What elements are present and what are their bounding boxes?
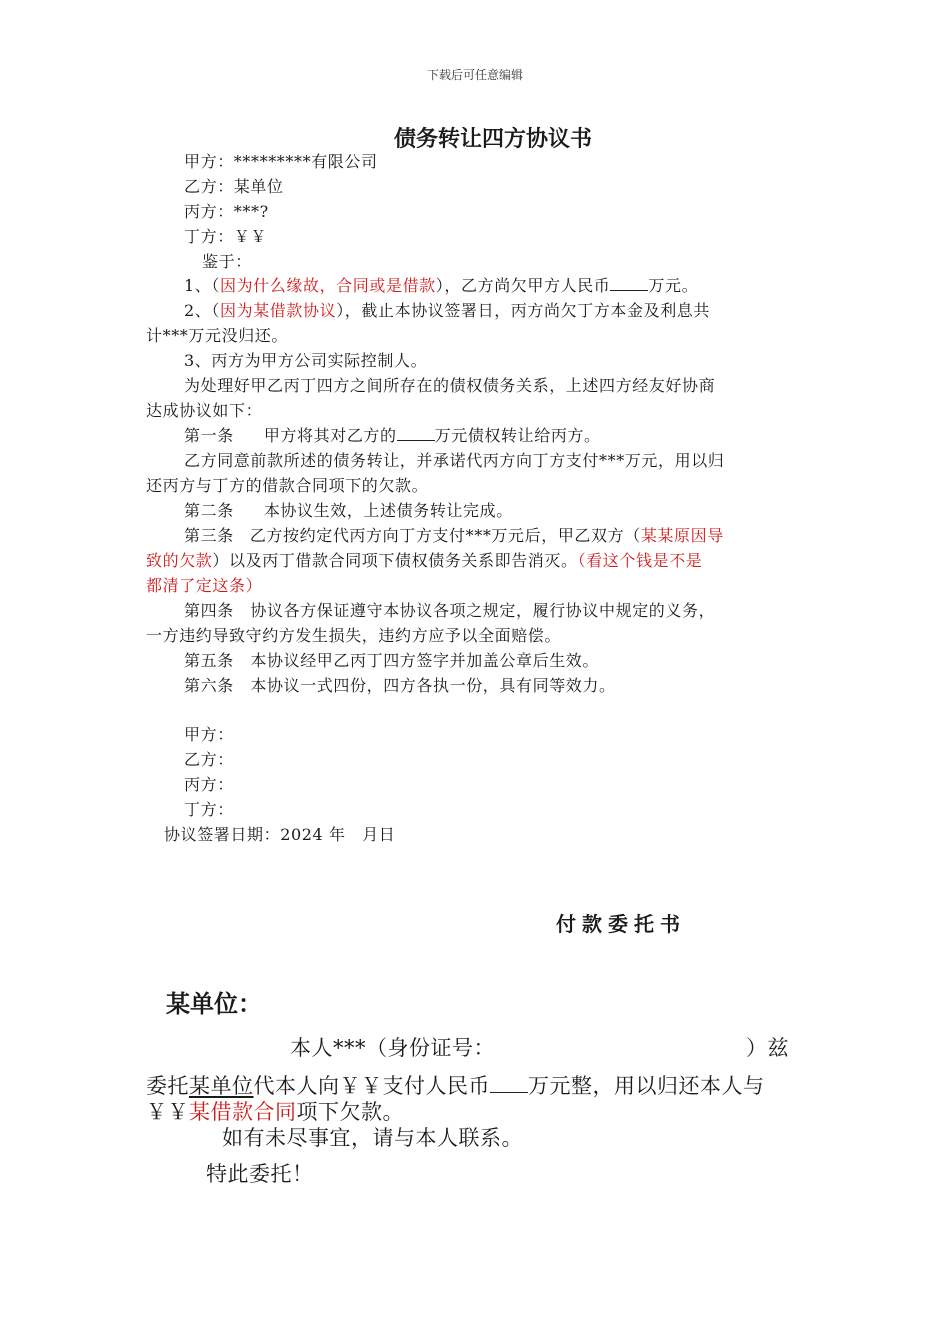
sign-yi: 乙方： <box>184 750 234 769</box>
intro-line2: 达成协议如下： <box>146 401 263 420</box>
party-yi: 乙方：某单位 <box>184 177 284 196</box>
article-2: 第二条 本协议生效，上述债务转让完成。 <box>184 501 513 520</box>
article-3-line3: 都清了定这条） <box>146 576 263 595</box>
letter-line3: ￥￥某借款合同项下欠款。 <box>146 1100 404 1124</box>
sign-date: 协议签署日期：2024 年 月日 <box>164 825 396 844</box>
recital-2-line2: 计***万元没归还。 <box>146 326 289 345</box>
letter-salutation: 某单位： <box>166 989 262 1018</box>
article-4-line2: 一方违约导致守约方发生损失，违约方应予以全面赔偿。 <box>146 626 562 645</box>
blank-amount <box>610 274 648 291</box>
article-3-line1: 第三条 乙方按约定代丙方向丁方支付***万元后，甲乙双方（某某原因导 <box>184 526 724 545</box>
recital-2-line1: 2、（因为某借款协议），截止本协议签署日，丙方尚欠丁方本金及利息共 <box>184 301 710 320</box>
letter-line4: 如有未尽事宜，请与本人联系。 <box>222 1126 523 1150</box>
page-header: 下载后可任意编辑 <box>426 68 523 82</box>
sign-ding: 丁方： <box>184 800 234 819</box>
blank-amount <box>397 424 435 441</box>
article-1b-line1: 乙方同意前款所述的债务转让，并承诺代丙方向丁方支付***万元，用以归 <box>184 451 725 470</box>
whereas-label: 鉴于： <box>202 252 252 271</box>
article-5: 第五条 本协议经甲乙丙丁四方签字并加盖公章后生效。 <box>184 651 600 670</box>
article-6: 第六条 本协议一式四份，四方各执一份，具有同等效力。 <box>184 676 616 695</box>
sign-jia: 甲方： <box>184 725 234 744</box>
article-1b-line2: 还丙方与丁方的借款合同项下的欠款。 <box>146 476 429 495</box>
letter-line2: 委托某单位代本人向￥￥支付人民币 万元整，用以归还本人与 <box>146 1074 765 1098</box>
article-4-line1: 第四条 协议各方保证遵守本协议各项之规定，履行协议中规定的义务， <box>184 601 716 620</box>
blank-amount <box>490 1072 528 1093</box>
sign-bing: 丙方： <box>184 775 234 794</box>
letter-title: 付款委托书 <box>556 912 686 936</box>
recital-3: 3、丙方为甲方公司实际控制人。 <box>184 351 428 370</box>
article-1: 第一条 甲方将其对乙方的 万元债权转让给丙方。 <box>184 426 601 445</box>
article-3-line2: 致的欠款）以及丙丁借款合同项下债权债务关系即告消灭。（看这个钱是不是 <box>146 551 703 570</box>
letter-line1a: 本人***（身份证号： <box>290 1036 495 1060</box>
document-title: 债务转让四方协议书 <box>393 126 592 152</box>
recital-1: 1、（因为什么缘故，合同或是借款），乙方尚欠甲方人民币 万元。 <box>184 276 699 295</box>
party-bing: 丙方：***? <box>184 202 269 221</box>
letter-line1b: ）兹 <box>746 1036 789 1060</box>
party-ding: 丁方：￥￥ <box>184 227 268 246</box>
letter-closing: 特此委托！ <box>206 1162 314 1186</box>
party-jia: 甲方：*********有限公司 <box>184 152 378 171</box>
intro-line1: 为处理好甲乙丙丁四方之间所存在的债权债务关系，上述四方经友好协商 <box>184 376 716 395</box>
